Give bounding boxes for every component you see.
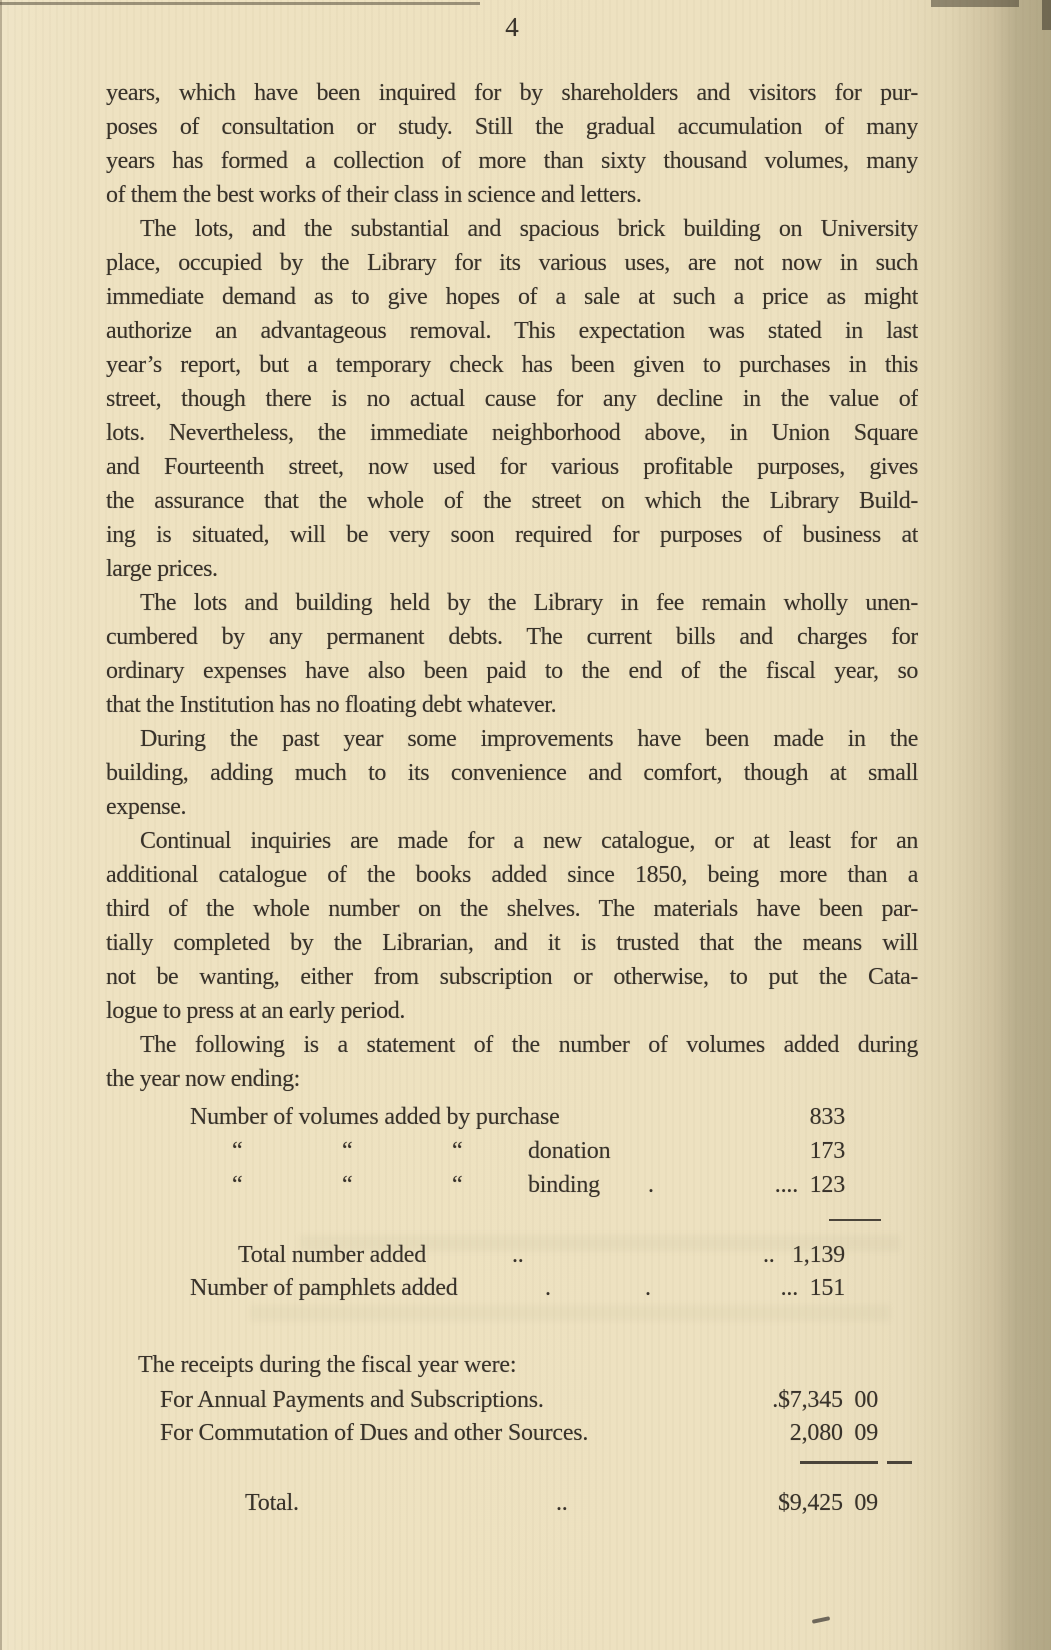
paragraph: [106, 76, 918, 212]
leader-dots: ..: [556, 1490, 568, 1516]
text-line: years has formed a collection of more than sixty thousand volumes, many: [106, 148, 918, 174]
volumes-row-value: .... 123: [774, 1172, 845, 1198]
total-label: Total number added: [238, 1242, 426, 1268]
text-line: During the past year some improvements have been made in the: [140, 726, 918, 752]
scan-artifact-speck: [812, 1616, 830, 1624]
page-number: 4: [505, 12, 519, 42]
text-line: Continual inquiries are made for a new catalogue, or at least for an: [140, 828, 918, 854]
text-line: lots. Nevertheless, the immediate neighborhood above, in Union Square: [106, 420, 918, 446]
text-line: The lots and building held by the Library in fee remain wholly unen-: [140, 590, 918, 616]
paragraph: [106, 824, 918, 1028]
text-line: expense.: [106, 794, 187, 820]
text-line: additional catalogue of the books added since 1850, being more than a: [106, 862, 918, 888]
ditto-mark: “: [232, 1138, 243, 1164]
text-line: ordinary expenses have also been paid to the end of the fiscal year, so: [106, 658, 918, 684]
volumes-row-value: 833: [809, 1104, 845, 1130]
text-line: tially completed by the Librarian, and it is trusted that the means will: [106, 930, 918, 956]
text-line: the year now ending:: [106, 1066, 300, 1092]
volumes-row-label: Number of volumes added by purchase: [190, 1104, 560, 1130]
text-line: immediate demand as to give hopes of a sale at such a price as might: [106, 284, 918, 310]
text-line: and Fourteenth street, now used for various profitable purposes, gives: [106, 454, 918, 480]
receipts-heading: The receipts during the fiscal year were:: [138, 1352, 517, 1378]
scan-artifact-showthrough: [250, 1305, 890, 1321]
text-line: year’s report, but a temporary check has been given to purchases in this: [106, 352, 918, 378]
text-line: logue to press at an early period.: [106, 998, 405, 1024]
text-line: ing is situated, will be very soon required for purposes of business at: [106, 522, 918, 548]
text-line: the assurance that the whole of the street on which the Library Build-: [106, 488, 918, 514]
text-line: third of the whole number on the shelves. The materials have been par-: [106, 896, 918, 922]
text-line: of them the best works of their class in science and letters.: [106, 182, 642, 208]
receipts-row-label: For Annual Payments and Subscriptions.: [160, 1387, 544, 1413]
leader-dot: .: [645, 1275, 651, 1301]
leader-dots: ..: [512, 1242, 524, 1268]
pamphlets-label: Number of pamphlets added: [190, 1275, 458, 1301]
sum-rule: [887, 1461, 912, 1464]
volumes-row-value: 173: [809, 1138, 845, 1164]
scan-artifact-corner: [1042, 0, 1051, 30]
ditto-mark: “: [452, 1138, 463, 1164]
text-line: years, which have been inquired for by shareholders and visitors for pur-: [106, 80, 918, 106]
text-line: cumbered by any permanent debts. The current bills and charges for: [106, 624, 918, 650]
scan-artifact-corner: [931, 0, 1019, 7]
ditto-mark: “: [452, 1172, 463, 1198]
scan-artifact-top-edge: [0, 2, 480, 5]
text-line: not be wanting, either from subscription or otherwise, to put the Cata-: [106, 964, 918, 990]
scan-artifact-showthrough: [300, 1235, 900, 1251]
scan-artifact-left-edge: [0, 0, 2, 1650]
sum-rule: [800, 1461, 878, 1464]
page-body: [106, 76, 918, 1096]
ditto-mark: “: [232, 1172, 243, 1198]
text-line: that the Institution has no floating debt whatever.: [106, 692, 557, 718]
text-line: place, occupied by the Library for its various uses, are not now in such: [106, 250, 918, 276]
paragraph: [106, 1028, 918, 1096]
text-line: authorize an advantageous removal. This expectation was stated in last: [106, 318, 918, 344]
paragraph: [106, 586, 918, 722]
volumes-row-label: binding: [528, 1172, 600, 1198]
text-line: The following is a statement of the number of volumes added during: [140, 1032, 918, 1058]
receipts-row-value: .$7,345 00: [772, 1387, 878, 1413]
paragraph: [106, 212, 918, 586]
leader-dot: .: [648, 1172, 654, 1198]
receipts-total-value: $9,425 09: [777, 1490, 878, 1516]
receipts-row-label: For Commutation of Dues and other Sources.: [160, 1420, 589, 1446]
receipts-total-label: Total.: [245, 1490, 299, 1516]
text-line: poses of consultation or study. Still the gradual accumulation of many: [106, 114, 918, 140]
ditto-mark: “: [342, 1138, 353, 1164]
text-line: building, adding much to its convenience and comfort, though at small: [106, 760, 918, 786]
sum-rule: [829, 1219, 881, 1221]
text-line: street, though there is no actual cause for any decline in the value of: [106, 386, 918, 412]
receipts-row-value: 2,080 09: [789, 1420, 878, 1446]
paragraph: [106, 722, 918, 824]
pamphlets-value: ... 151: [780, 1275, 845, 1301]
total-value: .. 1,139: [762, 1242, 845, 1268]
text-line: The lots, and the substantial and spacious brick building on University: [140, 216, 918, 242]
text-line: large prices.: [106, 556, 218, 582]
ditto-mark: “: [342, 1172, 353, 1198]
leader-dot: .: [545, 1275, 551, 1301]
volumes-row-label: donation: [528, 1138, 611, 1164]
